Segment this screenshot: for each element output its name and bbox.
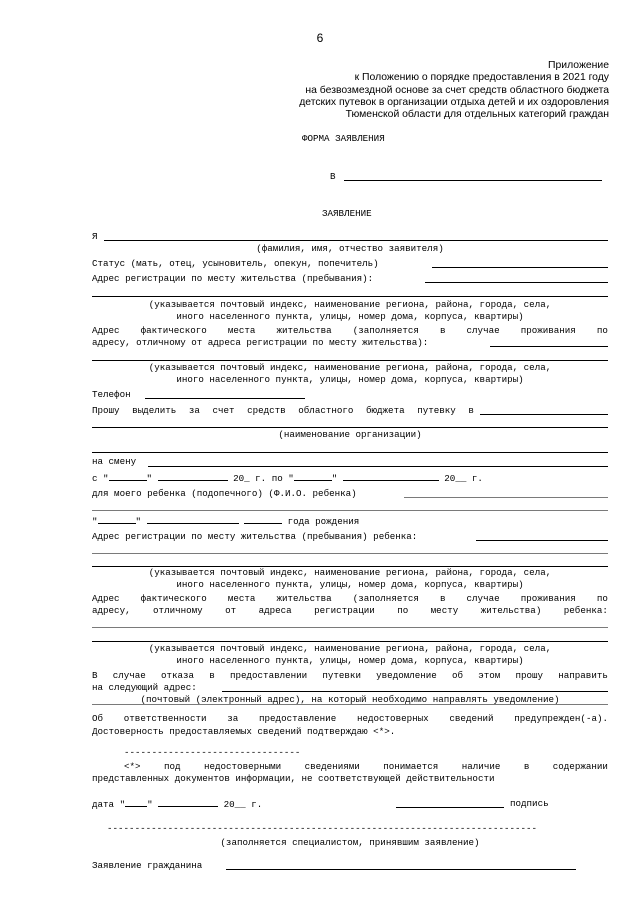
quote: " [146,473,153,484]
org-hint: (наименование организации) [278,429,422,440]
child-actual-input[interactable] [92,627,608,628]
refusal-line2: на следующий адрес: [92,682,197,693]
word: (заполняется [352,593,419,604]
word: выделить [132,405,177,416]
quote: " [92,516,98,527]
word: регистрации [314,605,375,616]
refusal-address-line[interactable] [222,691,608,692]
blank-line[interactable] [92,452,608,453]
word: недостоверными [203,761,282,772]
word: недостоверных [356,713,429,724]
word: проживания [520,593,576,604]
birth-month-field[interactable] [147,514,239,524]
specialist-separator: ------------------------------------------------------------------------------ [107,823,538,834]
word: направить [558,670,608,681]
shift-line[interactable] [148,466,608,467]
word: случае [466,593,500,604]
birth-day-field[interactable] [98,514,136,524]
word: под [163,761,181,772]
phone-line[interactable] [145,398,305,399]
sign-year-label: 20__ г. [223,799,263,810]
date-label: дата " [92,799,126,810]
word: средств [247,405,286,416]
word: прошу [515,670,544,681]
date-range [92,471,483,485]
address-hint: иного населенного пункта, улицы, номер дома, корпуса, квартиры) [176,655,524,666]
appendix-line: детских путевок в организации отдыха детей и их оздоровления [299,97,609,108]
word: места [227,325,256,336]
word: бюджета [366,405,405,416]
applicant-name-line[interactable] [104,240,608,241]
word: жительства [276,593,332,604]
reg-address-line-2[interactable] [92,296,608,297]
word: проживания [520,325,576,336]
appendix-line: на безвозмездной основе за счет средств областного бюджета [305,85,609,96]
word: отказа [160,670,195,681]
actual-address-input[interactable] [490,346,608,347]
reg-address-line[interactable] [425,282,608,283]
word: по [596,593,608,604]
footnote-separator: -------------------------------- [124,747,301,758]
heading: ЗАЯВЛЕНИЕ [322,208,372,219]
to-label: В [330,171,336,182]
address-hint: (указывается почтовый индекс, наименование региона, района, города, села, [148,567,552,578]
word: Об [92,713,104,724]
signature-date [92,797,262,811]
actual-address-line2: адресу, отличному от адреса регистрации по месту жительства): [92,337,429,348]
word: адресу, [92,605,131,616]
quote: " [147,799,153,810]
word: сведений [449,713,494,724]
i-label: Я [92,231,98,242]
sign-day-field[interactable] [125,797,147,807]
word: счет [212,405,235,416]
word: в [439,325,446,336]
responsibility-line1 [92,712,608,725]
footnote-line2: представленных документов информации, не соответствующей действительности [92,773,495,784]
reg-address-label: Адрес регистрации по месту жительства (пребывания): [92,273,374,284]
word: отличному [153,605,203,616]
birth-year-field[interactable] [244,514,282,524]
word: случае [112,670,146,681]
from-label: с " [92,473,109,484]
status-label: Статус (мать, отец, усыновитель, опекун, попечитель) [92,258,379,269]
word: в [523,761,530,772]
word: фактического [140,325,207,336]
address-hint: (указывается почтовый индекс, наименование региона, района, города, села, [148,643,552,654]
word: жительства) [480,605,542,616]
name-hint: (фамилия, имя, отчество заявителя) [256,243,444,254]
child-reg-line[interactable] [476,540,608,541]
to-month-field[interactable] [343,471,439,481]
word: путевку [417,405,456,416]
child-name-line[interactable] [404,497,608,498]
word: по [596,325,608,336]
status-line[interactable] [432,267,608,268]
year-label: 20__ г. [444,473,483,484]
word: случае [466,325,500,336]
word: предоставлении [229,670,308,681]
word: уведомление [376,670,437,681]
word: от [225,605,237,616]
word: путевки [322,670,361,681]
citizen-line[interactable] [226,869,576,870]
refusal-hint: (почтовый (электронный адрес), на который необходимо направлять уведомление) [140,694,560,705]
address-hint: (указывается почтовый индекс, наименование региона, района, города, села, [148,299,552,310]
citizen-label: Заявление гражданина [92,860,203,871]
address-hint: иного населенного пункта, улицы, номер дома, корпуса, квартиры) [176,374,524,385]
appendix-line: Приложение [548,60,609,71]
word: предупрежден(-а). [514,713,608,724]
word: этом [478,670,501,681]
word: ребенка: [563,605,608,616]
word: месту [430,605,459,616]
word: по [397,605,409,616]
sign-month-field[interactable] [158,797,218,807]
word: об [452,670,464,681]
word: (заполняется [352,325,419,336]
appendix-line: Тюменской области для отдельных категорий граждан [345,109,609,120]
word: места [227,593,256,604]
to-day-field[interactable] [294,471,332,481]
quote: " [135,516,142,527]
word: в [439,593,446,604]
word: В [92,670,98,681]
word: предоставление [259,713,337,724]
request-line [92,404,474,417]
word: за [188,405,200,416]
address-hint: иного населенного пункта, улицы, номер дома, корпуса, квартиры) [176,311,524,322]
word: <*> [124,761,141,772]
appendix-line: к Положению о порядке предоставления в 2021 году [354,72,609,83]
to-line[interactable] [344,180,602,181]
responsibility-line2: Достоверность предоставляемых сведений подтверждаю <*>. [92,726,396,737]
refusal-address-line-2[interactable] [92,704,608,705]
child-name-line-2[interactable] [92,510,608,511]
word: в [468,405,474,416]
word: наличие [461,761,501,772]
year-to-label: 20_ г. по " [233,473,294,484]
signature-line[interactable] [396,807,504,808]
word: в [209,670,215,681]
quote: " [331,473,338,484]
word: адреса [258,605,292,616]
word: областного [298,405,354,416]
address-hint: иного населенного пункта, улицы, номер дома, корпуса, квартиры) [176,579,524,590]
child-actual-line2 [92,604,608,617]
address-hint: (указывается почтовый индекс, наименование региона, района, города, села, [148,362,552,373]
child-reg-label: Адрес регистрации по месту жительства (пребывания) ребенка: [92,531,418,542]
word: Адрес [92,593,120,604]
word: за [227,713,239,724]
child-label: для моего ребенка (подопечного) (Ф.И.О. ребенка) [92,488,357,499]
child-reg-line-2[interactable] [92,553,608,554]
word: ответственности [123,713,207,724]
word: содержании [552,761,608,772]
birth-date [92,514,359,528]
word: понимается [383,761,439,772]
organization-line[interactable] [480,414,608,415]
word: Адрес [92,325,120,336]
word: жительства [276,325,332,336]
word: фактического [140,593,207,604]
birth-label: года рождения [287,516,360,527]
phone-label: Телефон [92,389,131,400]
shift-label: на смену [92,456,137,467]
specialist-hint: (заполняется специалистом, принявшим заявление) [220,837,480,848]
from-day-field[interactable] [109,471,147,481]
from-month-field[interactable] [158,471,228,481]
form-title: ФОРМА ЗАЯВЛЕНИЯ [302,133,385,144]
sign-label: подпись [510,798,549,809]
word: сведениями [304,761,360,772]
page-number: 6 [316,31,324,45]
word: Прошу [92,405,120,416]
